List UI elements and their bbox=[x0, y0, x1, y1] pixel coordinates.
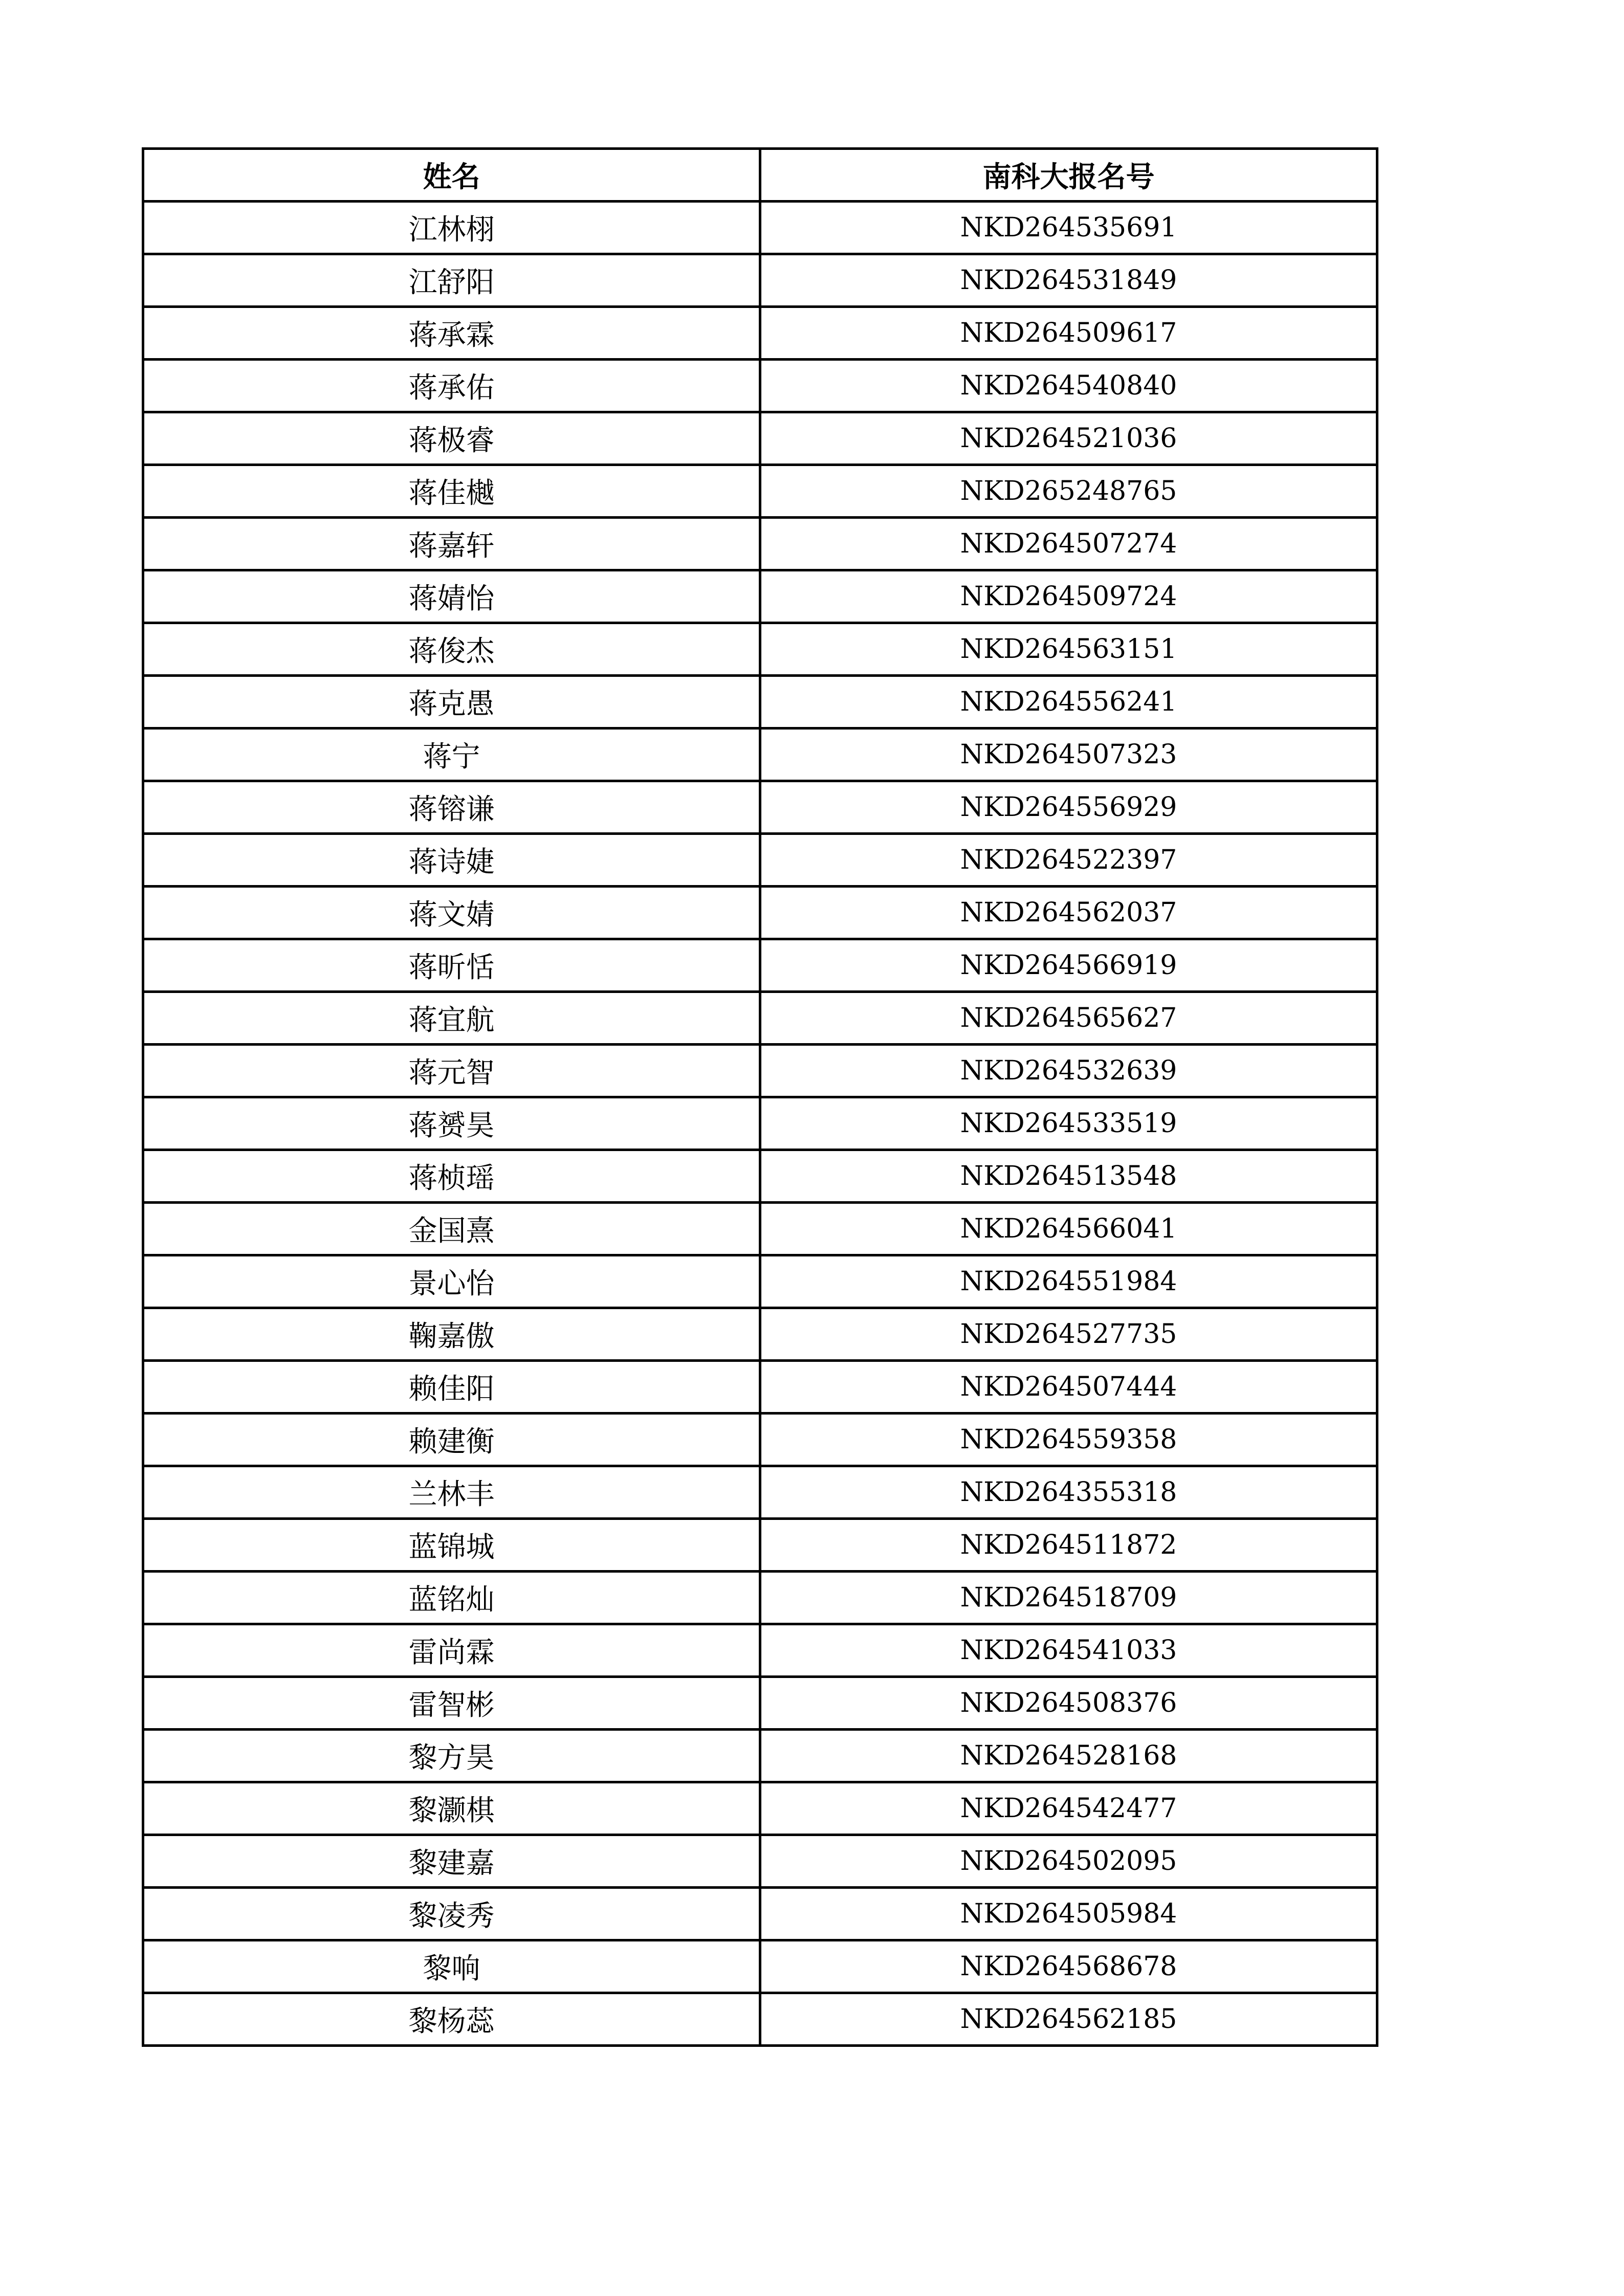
registration-id-cell: NKD264541033 bbox=[760, 1624, 1377, 1677]
roster-sheet bbox=[142, 147, 1376, 2047]
table-row bbox=[143, 1730, 1377, 1782]
registration-id-cell: NKD264566041 bbox=[760, 1203, 1377, 1255]
student-name-cell: 蒋宁 bbox=[143, 728, 760, 781]
student-name-cell: 黎响 bbox=[143, 1940, 760, 1993]
registration-id-cell: NKD264566919 bbox=[760, 939, 1377, 992]
table-row bbox=[143, 1255, 1377, 1308]
header-row bbox=[143, 149, 1377, 202]
table-row bbox=[143, 939, 1377, 992]
table-row bbox=[143, 1203, 1377, 1255]
student-name-cell: 蒋元智 bbox=[143, 1045, 760, 1097]
student-name-cell: 黎方昊 bbox=[143, 1730, 760, 1782]
registration-id-cell: NKD264518709 bbox=[760, 1572, 1377, 1624]
table-row bbox=[143, 834, 1377, 887]
student-name-cell: 黎灏棋 bbox=[143, 1782, 760, 1835]
registration-id-cell: NKD264562037 bbox=[760, 887, 1377, 939]
registration-id-cell: NKD264521036 bbox=[760, 412, 1377, 465]
registration-id-cell: NKD264507444 bbox=[760, 1361, 1377, 1414]
student-name-cell: 黎凌秀 bbox=[143, 1888, 760, 1940]
registration-id-cell: NKD264508376 bbox=[760, 1677, 1377, 1730]
registration-id-cell: NKD264528168 bbox=[760, 1730, 1377, 1782]
student-name-cell: 蒋昕恬 bbox=[143, 939, 760, 992]
table-row bbox=[143, 1519, 1377, 1572]
student-name-cell: 蓝铭灿 bbox=[143, 1572, 760, 1624]
registration-id-cell: NKD264511872 bbox=[760, 1519, 1377, 1572]
student-name-cell: 蒋镕谦 bbox=[143, 781, 760, 834]
registration-id-cell: NKD264533519 bbox=[760, 1097, 1377, 1150]
registration-id-cell: NKD264527735 bbox=[760, 1308, 1377, 1361]
registration-id-cell: NKD264535691 bbox=[760, 202, 1377, 254]
student-name-cell: 蒋俊杰 bbox=[143, 623, 760, 676]
student-name-cell: 赖建衡 bbox=[143, 1414, 760, 1466]
table-row bbox=[143, 728, 1377, 781]
student-name-cell: 蒋佳樾 bbox=[143, 465, 760, 518]
student-name-cell: 蒋桢瑶 bbox=[143, 1150, 760, 1203]
registration-id-cell: NKD264562185 bbox=[760, 1993, 1377, 2046]
table-row bbox=[143, 1045, 1377, 1097]
table-row bbox=[143, 1993, 1377, 2046]
table-row bbox=[143, 887, 1377, 939]
table-row bbox=[143, 1940, 1377, 1993]
column-header-name: 姓名 bbox=[143, 149, 760, 202]
registration-id-cell: NKD264355318 bbox=[760, 1466, 1377, 1519]
registration-id-cell: NKD264507323 bbox=[760, 728, 1377, 781]
registration-id-cell: NKD264551984 bbox=[760, 1255, 1377, 1308]
registration-id-cell: NKD265248765 bbox=[760, 465, 1377, 518]
table-row bbox=[143, 465, 1377, 518]
registration-id-cell: NKD264502095 bbox=[760, 1835, 1377, 1888]
student-name-cell: 雷智彬 bbox=[143, 1677, 760, 1730]
student-name-cell: 江舒阳 bbox=[143, 254, 760, 307]
table-row bbox=[143, 1361, 1377, 1414]
table-row bbox=[143, 1097, 1377, 1150]
student-name-cell: 蒋极睿 bbox=[143, 412, 760, 465]
registration-id-cell: NKD264522397 bbox=[760, 834, 1377, 887]
table-row bbox=[143, 623, 1377, 676]
student-name-cell: 蒋承佑 bbox=[143, 360, 760, 412]
student-name-cell: 黎建嘉 bbox=[143, 1835, 760, 1888]
table-row bbox=[143, 412, 1377, 465]
table-row bbox=[143, 1624, 1377, 1677]
student-name-cell: 赖佳阳 bbox=[143, 1361, 760, 1414]
student-name-cell: 蒋诗婕 bbox=[143, 834, 760, 887]
student-name-cell: 蓝锦城 bbox=[143, 1519, 760, 1572]
student-name-cell: 蒋嘉轩 bbox=[143, 518, 760, 570]
student-name-cell: 金国熹 bbox=[143, 1203, 760, 1255]
registration-id-cell: NKD264532639 bbox=[760, 1045, 1377, 1097]
registration-id-cell: NKD264559358 bbox=[760, 1414, 1377, 1466]
table-row bbox=[143, 307, 1377, 360]
student-name-cell: 兰林丰 bbox=[143, 1466, 760, 1519]
table-row bbox=[143, 1150, 1377, 1203]
registration-id-cell: NKD264531849 bbox=[760, 254, 1377, 307]
column-header-registration-id: 南科大报名号 bbox=[760, 149, 1377, 202]
registration-id-cell: NKD264509724 bbox=[760, 570, 1377, 623]
registration-id-cell: NKD264542477 bbox=[760, 1782, 1377, 1835]
student-name-cell: 蒋承霖 bbox=[143, 307, 760, 360]
table-row bbox=[143, 1782, 1377, 1835]
registration-id-cell: NKD264513548 bbox=[760, 1150, 1377, 1203]
student-name-cell: 蒋文婧 bbox=[143, 887, 760, 939]
table-row bbox=[143, 992, 1377, 1045]
roster-body bbox=[143, 202, 1377, 2046]
table-row bbox=[143, 1414, 1377, 1466]
table-row bbox=[143, 676, 1377, 728]
student-name-cell: 蒋宜航 bbox=[143, 992, 760, 1045]
registration-id-cell: NKD264507274 bbox=[760, 518, 1377, 570]
registration-id-cell: NKD264565627 bbox=[760, 992, 1377, 1045]
registration-id-cell: NKD264509617 bbox=[760, 307, 1377, 360]
registration-id-cell: NKD264563151 bbox=[760, 623, 1377, 676]
student-name-cell: 黎杨蕊 bbox=[143, 1993, 760, 2046]
student-name-cell: 景心怡 bbox=[143, 1255, 760, 1308]
table-row bbox=[143, 518, 1377, 570]
registration-id-cell: NKD264568678 bbox=[760, 1940, 1377, 1993]
registration-id-cell: NKD264556241 bbox=[760, 676, 1377, 728]
table-row bbox=[143, 1308, 1377, 1361]
registration-id-cell: NKD264540840 bbox=[760, 360, 1377, 412]
student-name-cell: 蒋赟昊 bbox=[143, 1097, 760, 1150]
table-row bbox=[143, 781, 1377, 834]
student-name-cell: 江林栩 bbox=[143, 202, 760, 254]
student-name-cell: 鞠嘉傲 bbox=[143, 1308, 760, 1361]
table-row bbox=[143, 360, 1377, 412]
table-row bbox=[143, 1888, 1377, 1940]
table-row bbox=[143, 202, 1377, 254]
student-name-cell: 蒋克愚 bbox=[143, 676, 760, 728]
registration-id-cell: NKD264556929 bbox=[760, 781, 1377, 834]
table-row bbox=[143, 254, 1377, 307]
table-row bbox=[143, 570, 1377, 623]
student-name-cell: 雷尚霖 bbox=[143, 1624, 760, 1677]
roster-table bbox=[142, 147, 1378, 2047]
table-row bbox=[143, 1677, 1377, 1730]
registration-id-cell: NKD264505984 bbox=[760, 1888, 1377, 1940]
student-name-cell: 蒋婧怡 bbox=[143, 570, 760, 623]
table-row bbox=[143, 1572, 1377, 1624]
table-row bbox=[143, 1835, 1377, 1888]
table-row bbox=[143, 1466, 1377, 1519]
